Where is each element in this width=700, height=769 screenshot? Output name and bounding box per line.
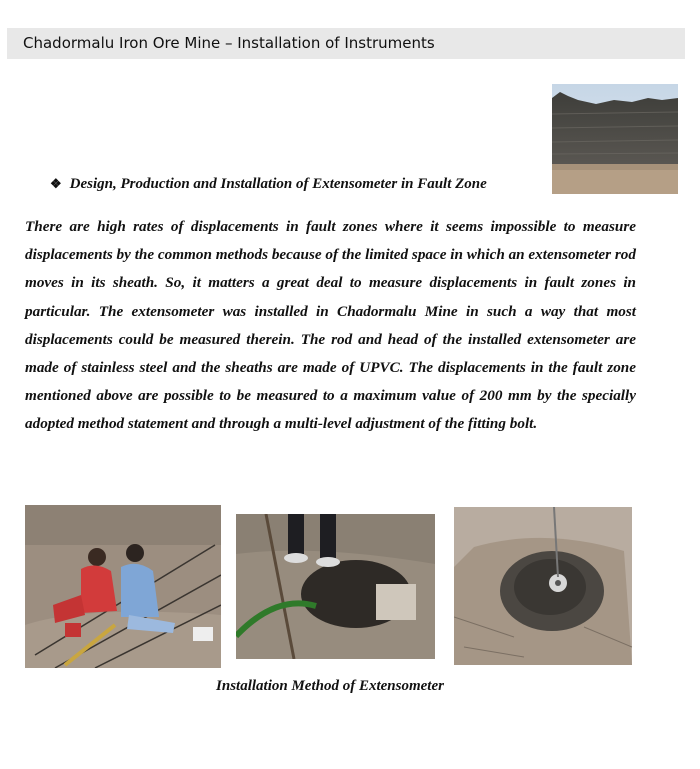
section-heading-text: Design, Production and Installation of Extensometer in Fault Zone bbox=[69, 176, 487, 192]
workers-installing-photo bbox=[25, 505, 221, 668]
mine-pit-photo bbox=[552, 84, 678, 194]
section-heading bbox=[50, 176, 487, 193]
extensometer-rod-photo bbox=[236, 514, 435, 659]
extensometer-head-photo bbox=[454, 507, 632, 665]
body-paragraph: There are high rates of displacements in fault zones where it seems impossible to measure displacements by the common methods because of the limited space in which an extensometer rod moves in its sheath. So, it matters a great deal to measure displacements in fault zones in particular. The extensometer was installed in Chadormalu Mine in such a way that most displacements could be measured therein. The rod and head of the installed extensometer are made of stainless steel and the sheaths are made of UPVC. The displacements in the fault zone mentioned above are possible to be measured to a maximum value of 200 mm by the specially adopted method statement and through a multi-level adjustment of the fitting bolt. bbox=[25, 218, 636, 433]
header-bar bbox=[7, 28, 685, 59]
document-title: Chadormalu Iron Ore Mine – Installation of Instruments bbox=[23, 34, 435, 52]
figure-caption: Installation Method of Extensometer bbox=[216, 678, 444, 694]
diamond-bullet-icon: ❖ bbox=[50, 176, 62, 191]
